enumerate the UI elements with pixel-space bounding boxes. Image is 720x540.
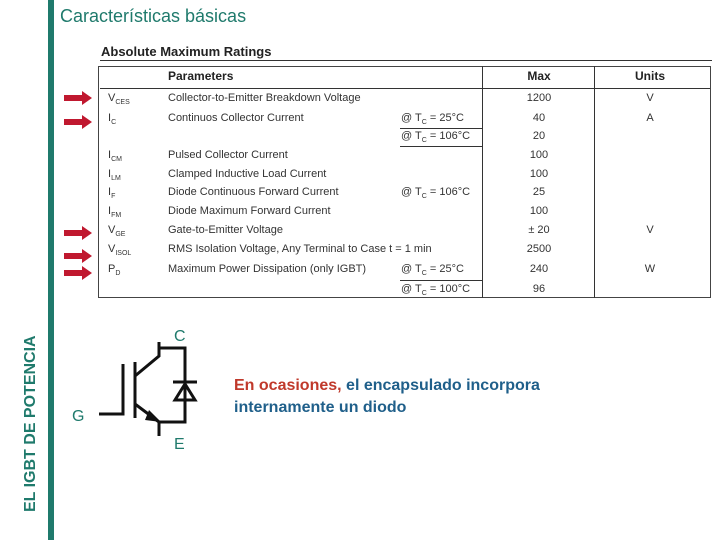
row-symbol	[108, 186, 115, 200]
symbol-subscript: FM	[111, 212, 122, 220]
symbol-letter: I	[108, 205, 112, 217]
row-rule	[400, 128, 482, 129]
row-condition	[401, 263, 464, 277]
right-arrow-icon	[64, 266, 92, 280]
row-parameter: RMS Isolation Voltage, Any Terminal to Case t = 1 min	[168, 243, 432, 255]
condition-prefix: @ T	[401, 130, 422, 142]
symbol-subscript: LM	[111, 175, 121, 183]
row-parameter: Diode Maximum Forward Current	[168, 205, 331, 217]
column-divider-max	[482, 66, 483, 298]
side-accent-bar	[48, 0, 54, 540]
symbol-letter: I	[108, 149, 112, 161]
note-line2: internamente un diodo	[234, 399, 407, 416]
row-parameter: Gate-to-Emitter Voltage	[168, 224, 283, 236]
slide-title: Características básicas	[60, 6, 247, 26]
row-max-value: 2500	[526, 243, 552, 255]
condition-value: = 25°C	[426, 112, 464, 124]
right-arrow-icon	[64, 91, 92, 105]
symbol-subscript: GE	[115, 231, 126, 239]
row-max-value: 96	[532, 283, 546, 295]
condition-subscript: C	[421, 270, 427, 278]
symbol-letter: V	[108, 92, 116, 104]
symbol-subscript: D	[115, 270, 121, 278]
row-parameter: Continuos Collector Current	[168, 112, 304, 124]
symbol-subscript: C	[111, 119, 117, 127]
row-condition	[401, 283, 470, 297]
row-symbol	[108, 168, 121, 182]
condition-subscript: C	[421, 119, 427, 127]
right-arrow-icon	[64, 226, 92, 240]
row-symbol	[108, 243, 131, 257]
symbol-letter: V	[108, 243, 116, 255]
right-arrow-icon	[64, 115, 92, 129]
header-rule	[100, 88, 710, 89]
row-unit: V	[646, 224, 654, 236]
symbol-letter: I	[108, 186, 112, 198]
row-max-value: 20	[532, 130, 546, 142]
row-rule	[400, 280, 482, 281]
condition-value: = 100°C	[426, 283, 471, 295]
condition-prefix: @ T	[401, 263, 422, 275]
condition-subscript: C	[421, 137, 427, 145]
row-parameter: Pulsed Collector Current	[168, 149, 288, 161]
diode-note	[234, 375, 540, 419]
condition-prefix: @ T	[401, 112, 422, 124]
symbol-letter: V	[108, 224, 116, 236]
condition-value: = 106°C	[426, 186, 471, 198]
note-highlight: En ocasiones,	[234, 377, 342, 394]
row-symbol	[108, 224, 125, 238]
row-symbol	[108, 92, 130, 106]
header-max: Max	[527, 69, 551, 83]
row-max-value: 100	[529, 205, 549, 217]
symbol-subscript: CES	[115, 99, 130, 107]
condition-prefix: @ T	[401, 283, 422, 295]
collector-label: C	[174, 328, 186, 345]
right-arrow-icon	[64, 249, 92, 263]
symbol-subscript: F	[111, 193, 116, 201]
row-max-value: 25	[532, 186, 546, 198]
row-symbol	[108, 149, 122, 163]
header-units: Units	[635, 69, 665, 83]
condition-value: = 25°C	[426, 263, 464, 275]
igbt-symbol-icon	[95, 338, 225, 438]
symbol-subscript: ISOL	[115, 250, 132, 258]
row-condition	[401, 112, 464, 126]
row-max-value: ± 20	[528, 224, 550, 236]
emitter-label: E	[174, 436, 185, 453]
table-heading: Absolute Maximum Ratings	[101, 44, 272, 59]
condition-value: = 106°C	[426, 130, 471, 142]
symbol-letter: P	[108, 263, 116, 275]
row-parameter: Maximum Power Dissipation (only IGBT)	[168, 263, 367, 275]
row-max-value: 1200	[526, 92, 552, 104]
row-max-value: 100	[529, 149, 549, 161]
column-divider-units	[594, 66, 595, 298]
row-parameter: Diode Continuous Forward Current	[168, 186, 339, 198]
row-rule	[400, 146, 482, 147]
gate-label: G	[72, 408, 85, 425]
row-symbol	[108, 263, 120, 277]
condition-subscript: C	[421, 193, 427, 201]
symbol-letter: I	[108, 168, 112, 180]
row-unit: V	[646, 92, 654, 104]
row-symbol	[108, 112, 116, 126]
heading-rule	[100, 60, 712, 61]
side-title: EL IGBT DE POTENCIA	[22, 335, 39, 512]
row-condition	[401, 186, 470, 200]
symbol-letter: I	[108, 112, 112, 124]
row-max-value: 40	[532, 112, 546, 124]
row-unit: W	[644, 263, 656, 275]
row-symbol	[108, 205, 121, 219]
row-parameter: Collector-to-Emitter Breakdown Voltage	[168, 92, 361, 104]
condition-prefix: @ T	[401, 186, 422, 198]
note-line1: el encapsulado incorpora	[341, 377, 540, 394]
row-parameter: Clamped Inductive Load Current	[168, 168, 327, 180]
row-max-value: 100	[529, 168, 549, 180]
row-unit: A	[646, 112, 654, 124]
condition-subscript: C	[421, 290, 427, 298]
row-condition	[401, 130, 470, 144]
header-parameters: Parameters	[168, 69, 234, 83]
symbol-subscript: CM	[111, 156, 122, 164]
row-max-value: 240	[529, 263, 549, 275]
